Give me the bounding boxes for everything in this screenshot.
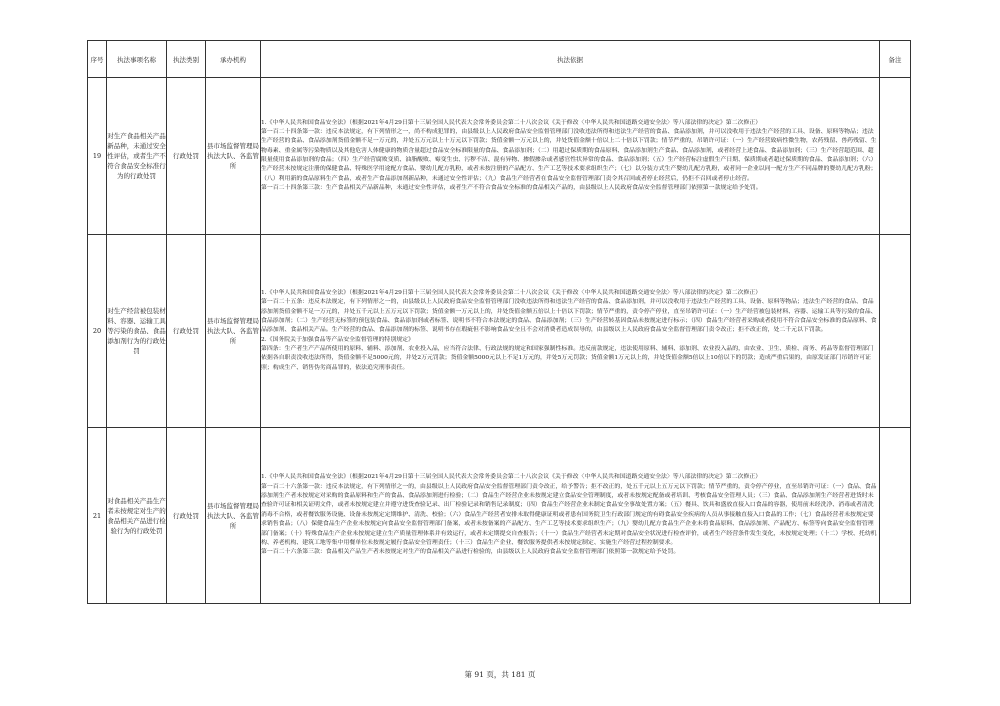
header-item: 执法事项名称	[107, 41, 167, 78]
row-basis	[261, 235, 880, 428]
row-remark	[880, 78, 911, 235]
row-remark	[880, 428, 911, 604]
header-basis: 执法依据	[261, 41, 880, 78]
basis-paragraph: 2.《国务院关于加强食品等产品安全监督管理的特别规定》	[261, 336, 414, 343]
basis-paragraph: 第一百二十五条：违反本法规定，有下列情形之一的，由县级以上人民政府食品安全监督管理部门没收违法所得和违法生产经营的食品、食品添加剂，并可以没收用于违法生产经营的工具、设备、原料等物品；违法生产经营的食品、食品添加剂货值金额不足一万元的，并处五千元以上五万元以下罚款；货值金额一万元以上的，并处货值金额五倍以上十倍以下罚款；情节严重的，责令停产停业，直至吊销许可证：（一）生产经营被包装材料、容器、运输工具等污染的食品、食品添加剂；（二）生产经营无标签的预包装食品、食品添加剂或者标签、说明书不符合本法规定的食品、食品添加剂；（三）生产经营转基因食品未按规定进行标示；（四）食品生产经营者采购或者使用不符合食品安全标准的食品原料、食品添加剂、食品相关产品。生产经营的食品、食品添加剂的标签、说明书存在瑕疵但不影响食品安全且不会对消费者造成误导的，由县级以上人民政府食品安全监督管理部门责令改正；拒不改正的，处二千元以下罚款。	[261, 299, 877, 334]
row-agency: 县市场监督管理局执法大队、各监管所	[206, 235, 261, 428]
basis-paragraph: 第一百二十六条第一款：违反本法规定，有下列情形之一的，由县级以上人民政府食品安全监督管理部门责令改正，给予警告；拒不改正的，处五千元以上五万元以下罚款；情节严重的，责令停产停业，直至吊销许可证：（一）食品、食品添加剂生产者未按规定对采购的食品原料和生产的食品、食品添加剂进行检验；（二）食品生产经营企业未按规定建立食品安全管理制度，或者未按规定配备或者培训、考核食品安全管理人员；（三）食品、食品添加剂生产经营者进货时未查验许可证和相关证明文件，或者未按规定建立并遵守进货查验记录、出厂检验记录和销售记录制度；（四）食品生产经营企业未制定食品安全事故处置方案；（五）餐具、饮具和盛放直接入口食品的容器，使用前未经洗净、消毒或者清洗消毒不合格，或者餐饮服务设施、设备未按规定定期维护、清洗、校验；（六）食品生产经营者安排未取得健康证明或者患有国务院卫生行政部门规定的有碍食品安全疾病的人员从事接触直接入口食品的工作；（七）食品经营者未按规定要求销售食品；（八）保健食品生产企业未按规定向食品安全监督管理部门备案，或者未按备案的产品配方、生产工艺等技术要求组织生产；（九）婴幼儿配方食品生产企业未将食品原料、食品添加剂、产品配方、标签等向食品安全监督管理部门备案；（十）特殊食品生产企业未按规定建立生产质量管理体系并有效运行，或者未定期提交自查报告；（十一）食品生产经营者未定期对食品安全状况进行检查评价，或者生产经营条件发生变化，未按规定处理；（十二）学校、托幼机构、养老机构、建筑工地等集中用餐单位未按规定履行食品安全管理责任；（十三）食品生产企业、餐饮服务提供者未按规定制定、实施生产经营过程控制要求。	[261, 483, 877, 546]
row-no: 20	[88, 235, 107, 428]
basis-paragraph: 第一百二十六条第三款：食品相关产品生产者未按规定对生产的食品相关产品进行检验的，由县级以上人民政府食品安全监督管理部门依照第一款规定给予处罚。	[261, 549, 680, 556]
basis-paragraph: 第四条：生产者生产产品所使用的原料、辅料、添加剂、农业投入品，应当符合法律、行政法规的规定和国家强制性标准。违反前款规定，违法使用原料、辅料、添加剂、农业投入品的，由农业、卫生、质检、商务、药品等监督管理部门依据各自职责没收违法所得，货值金额不足5000元的，并处2万元罚款；货值金额5000元以上不足1万元的，并处5万元罚款；货值金额1万元以上的，并处货值金额5倍以上10倍以下的罚款；造成严重后果的，由原发证部门吊销许可证照；构成生产、销售伪劣商品罪的，依法追究刑事责任。	[261, 346, 874, 371]
basis-paragraph: 第一百二十四条第三款：生产食品相关产品新品种，未通过安全性评估，或者生产不符合食品安全标准的食品相关产品的，由县级以上人民政府食品安全监督管理部门依照第一款规定给予处罚。	[261, 185, 762, 192]
table-row	[88, 235, 911, 428]
row-agency: 县市场监督管理局执法大队、各监管所	[206, 428, 261, 604]
row-item: 对生产食品相关产品新品种，未通过安全性评估，或者生产不符合食品安全标准行为的行政处罚	[107, 78, 167, 235]
header-no: 序号	[88, 41, 107, 78]
basis-paragraph: 1.《中华人民共和国食品安全法》（根据2021年4月29日第十三届全国人民代表大会常务委员会第二十八次会议《关于修改〈中华人民共和国道路交通安全法〉等八部法律的决定》第二次修正）	[261, 289, 762, 296]
header-agency: 承办机构	[206, 41, 261, 78]
row-category: 行政处罚	[167, 235, 206, 428]
page-number: 第 91 页，共 181 页	[464, 670, 536, 679]
row-category: 行政处罚	[167, 78, 206, 235]
row-item: 对生产经营被包装材料、容器、运输工具等污染的食品、食品添加剂行为的行政处罚	[107, 235, 167, 428]
basis-paragraph: 第一百二十四条第一款：违反本法规定，有下列情形之一，尚不构成犯罪的，由县级以上人民政府食品安全监督管理部门没收违法所得和违法生产经营的食品、食品添加剂，并可以没收用于违法生产经营的工具、设备、原料等物品；违法生产经营的食品、食品添加剂货值金额不足一万元的，并处五万元以上十万元以下罚款；货值金额一万元以上的，并处货值金额十倍以上二十倍以下罚款；情节严重的，吊销许可证：（一）生产经营致病性微生物，农药残留、兽药残留、生物毒素、重金属等污染物质以及其他危害人体健康的物质含量超过食品安全标准限量的食品、食品添加剂；（二）用超过保质期的食品原料、食品添加剂生产食品、食品添加剂，或者经营上述食品、食品添加剂；（三）生产经营超范围、超限量使用食品添加剂的食品；（四）生产经营腐败变质、油脂酸败、霉变生虫、污秽不洁、混有异物、掺假掺杂或者感官性状异常的食品、食品添加剂；（五）生产经营标注虚假生产日期、保质期或者超过保质期的食品、食品添加剂；（六）生产经营未按规定注册的保健食品、特殊医学用途配方食品、婴幼儿配方乳粉，或者未按注册的产品配方、生产工艺等技术要求组织生产；（七）以分装方式生产婴幼儿配方乳粉，或者同一企业以同一配方生产不同品牌的婴幼儿配方乳粉；（八）利用新的食品原料生产食品，或者生产食品添加剂新品种，未通过安全性评估；（九）食品生产经营者在食品安全监督管理部门责令其召回或者停止经营后，仍拒不召回或者停止经营。	[261, 128, 877, 182]
basis-paragraph: 1.《中华人民共和国食品安全法》（根据2021年4月29日第十三届全国人民代表大会常务委员会第二十八次会议《关于修改〈中华人民共和国道路交通安全法〉等八部法律的决定》第二次修正）	[261, 119, 762, 126]
header-category: 执法类别	[167, 41, 206, 78]
row-category: 行政处罚	[167, 428, 206, 604]
header-row	[88, 41, 911, 78]
row-item: 对食品相关产品生产者未按规定对生产的食品相关产品进行检验行为的行政处罚	[107, 428, 167, 604]
table-row	[88, 428, 911, 604]
row-remark	[880, 235, 911, 428]
row-basis	[261, 428, 880, 604]
row-no: 19	[88, 78, 107, 235]
basis-paragraph: 1.《中华人民共和国食品安全法》（根据2021年4月29日第十三届全国人民代表大会常务委员会第二十八次会议《关于修改〈中华人民共和国道路交通安全法〉等八部法律的决定》第二次修正）	[261, 474, 762, 481]
table-row	[88, 78, 911, 235]
row-basis	[261, 78, 880, 235]
row-no: 21	[88, 428, 107, 604]
enforcement-table	[87, 40, 911, 604]
header-remark: 备注	[880, 41, 911, 78]
row-agency: 县市场监督管理局执法大队、各监管所	[206, 78, 261, 235]
